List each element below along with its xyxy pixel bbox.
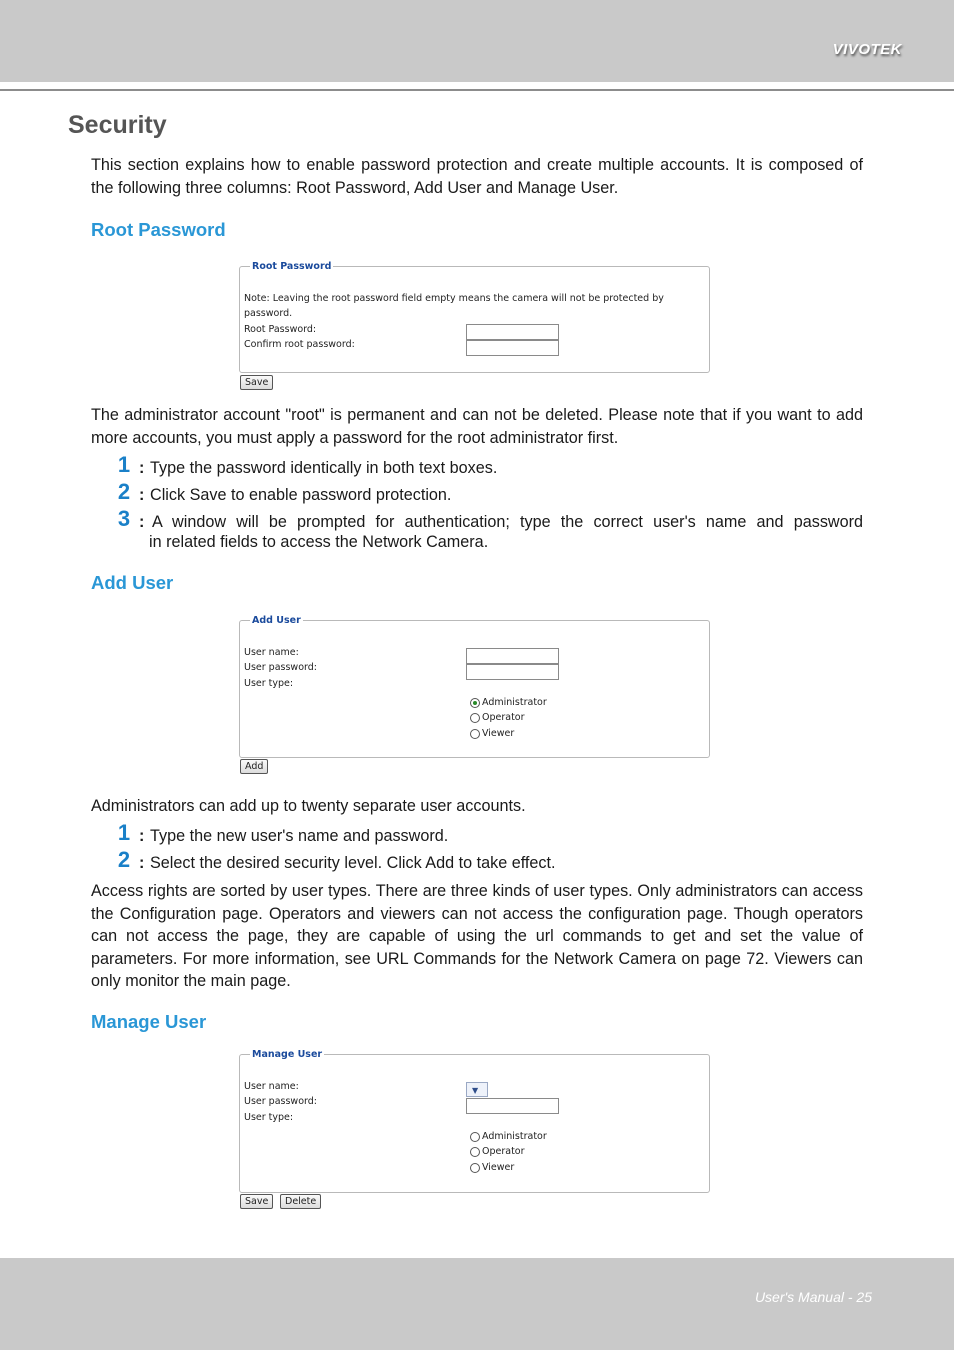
user-password-input[interactable]	[466, 664, 559, 680]
step-text: Select the desired security level. Click Add to take effect.	[150, 854, 556, 872]
administrator-radio[interactable]	[470, 1132, 480, 1142]
root-step-2	[115, 479, 863, 505]
manage-name-label: User name:	[244, 1081, 299, 1092]
step-number: 1	[117, 452, 131, 477]
step-text: Type the new user's name and password.	[150, 827, 449, 845]
root-step-3	[115, 506, 863, 552]
step-text-cont: in related fields to access the Network Camera.	[149, 533, 489, 551]
root-password-legend: Root Password	[252, 261, 332, 272]
header-band	[0, 0, 954, 82]
add-user-panel	[239, 615, 710, 758]
root-password-note-cont: password.	[244, 308, 293, 319]
user-name-select[interactable]	[466, 1082, 488, 1097]
page-number: User's Manual - 25	[754, 1289, 872, 1305]
step-text: Type the password identically in both text boxes.	[150, 459, 498, 477]
administrator-radio[interactable]	[470, 698, 480, 708]
viewer-label: Viewer	[482, 728, 515, 739]
operator-radio[interactable]	[470, 713, 480, 723]
root-password-panel	[239, 261, 710, 373]
operator-label: Operator	[482, 1146, 525, 1157]
root-password-description: The administrator account "root" is permanent and can not be deleted. Please note that if you want to add more accounts, you must apply a password for the root administrator first.	[91, 406, 863, 447]
manage-password-input[interactable]	[466, 1098, 559, 1114]
step-number: 3	[117, 506, 131, 531]
step-colon: :	[139, 854, 145, 872]
step-colon: :	[139, 513, 145, 531]
confirm-password-label: Confirm root password:	[244, 339, 355, 350]
access-rights-paragraph: Access rights are sorted by user types. There are three kinds of user types. Only administrators can access the Configuration page. Operators and viewers can not access the configuration page. Though operators can not access the page, they are capable of using the url commands to get and set the value of parameters. For more information, see URL Commands for the Network Camera on page 72. Viewers can only monitor the main page.	[91, 882, 863, 990]
root-password-label: Root Password:	[244, 324, 317, 335]
header-rule	[0, 89, 954, 91]
user-name-label: User name:	[244, 647, 299, 658]
step-colon: :	[139, 459, 145, 477]
administrator-label: Administrator	[482, 697, 547, 708]
manage-user-panel	[239, 1049, 710, 1193]
manage-save-button[interactable]: Save	[240, 1194, 273, 1209]
operator-label: Operator	[482, 712, 525, 723]
add-button[interactable]: Add	[240, 759, 268, 774]
confirm-password-input[interactable]	[466, 340, 559, 356]
viewer-radio[interactable]	[470, 729, 480, 739]
step-colon: :	[139, 486, 145, 504]
step-number: 2	[117, 479, 131, 504]
root-password-input[interactable]	[466, 324, 559, 340]
page-title: Security	[68, 111, 167, 139]
intro-paragraph: This section explains how to enable password protection and create multiple accounts. It is composed of the following three columns: Root Password, Add User and Manage User.	[91, 156, 863, 197]
step-number: 2	[117, 847, 131, 872]
operator-radio[interactable]	[470, 1147, 480, 1157]
add-user-description: Administrators can add up to twenty separate user accounts.	[91, 797, 526, 815]
add-step-1	[115, 820, 863, 846]
manage-user-heading: Manage User	[91, 1011, 207, 1032]
add-user-legend: Add User	[252, 615, 301, 626]
root-step-1	[115, 452, 863, 478]
brand-logo: VIVOTEK	[832, 41, 902, 58]
user-type-label: User type:	[244, 678, 294, 689]
step-number: 1	[117, 820, 131, 845]
manage-user-legend: Manage User	[252, 1049, 323, 1060]
add-step-2	[115, 847, 863, 873]
root-password-heading: Root Password	[91, 219, 226, 240]
user-name-input[interactable]	[466, 648, 559, 664]
administrator-label: Administrator	[482, 1131, 547, 1142]
chevron-down-icon: ▼	[472, 1086, 479, 1095]
user-password-label: User password:	[244, 662, 317, 673]
manage-type-label: User type:	[244, 1112, 294, 1123]
delete-button[interactable]: Delete	[280, 1194, 321, 1209]
viewer-label: Viewer	[482, 1162, 515, 1173]
manage-password-label: User password:	[244, 1096, 317, 1107]
add-user-heading: Add User	[91, 572, 174, 593]
root-password-note: Note: Leaving the root password field empty means the camera will not be protected by	[244, 293, 664, 304]
step-text: A window will be prompted for authentication; type the correct user's name and password	[152, 513, 863, 531]
step-text: Click Save to enable password protection.	[150, 486, 452, 504]
save-button[interactable]: Save	[240, 375, 273, 390]
viewer-radio[interactable]	[470, 1163, 480, 1173]
step-colon: :	[139, 827, 145, 845]
